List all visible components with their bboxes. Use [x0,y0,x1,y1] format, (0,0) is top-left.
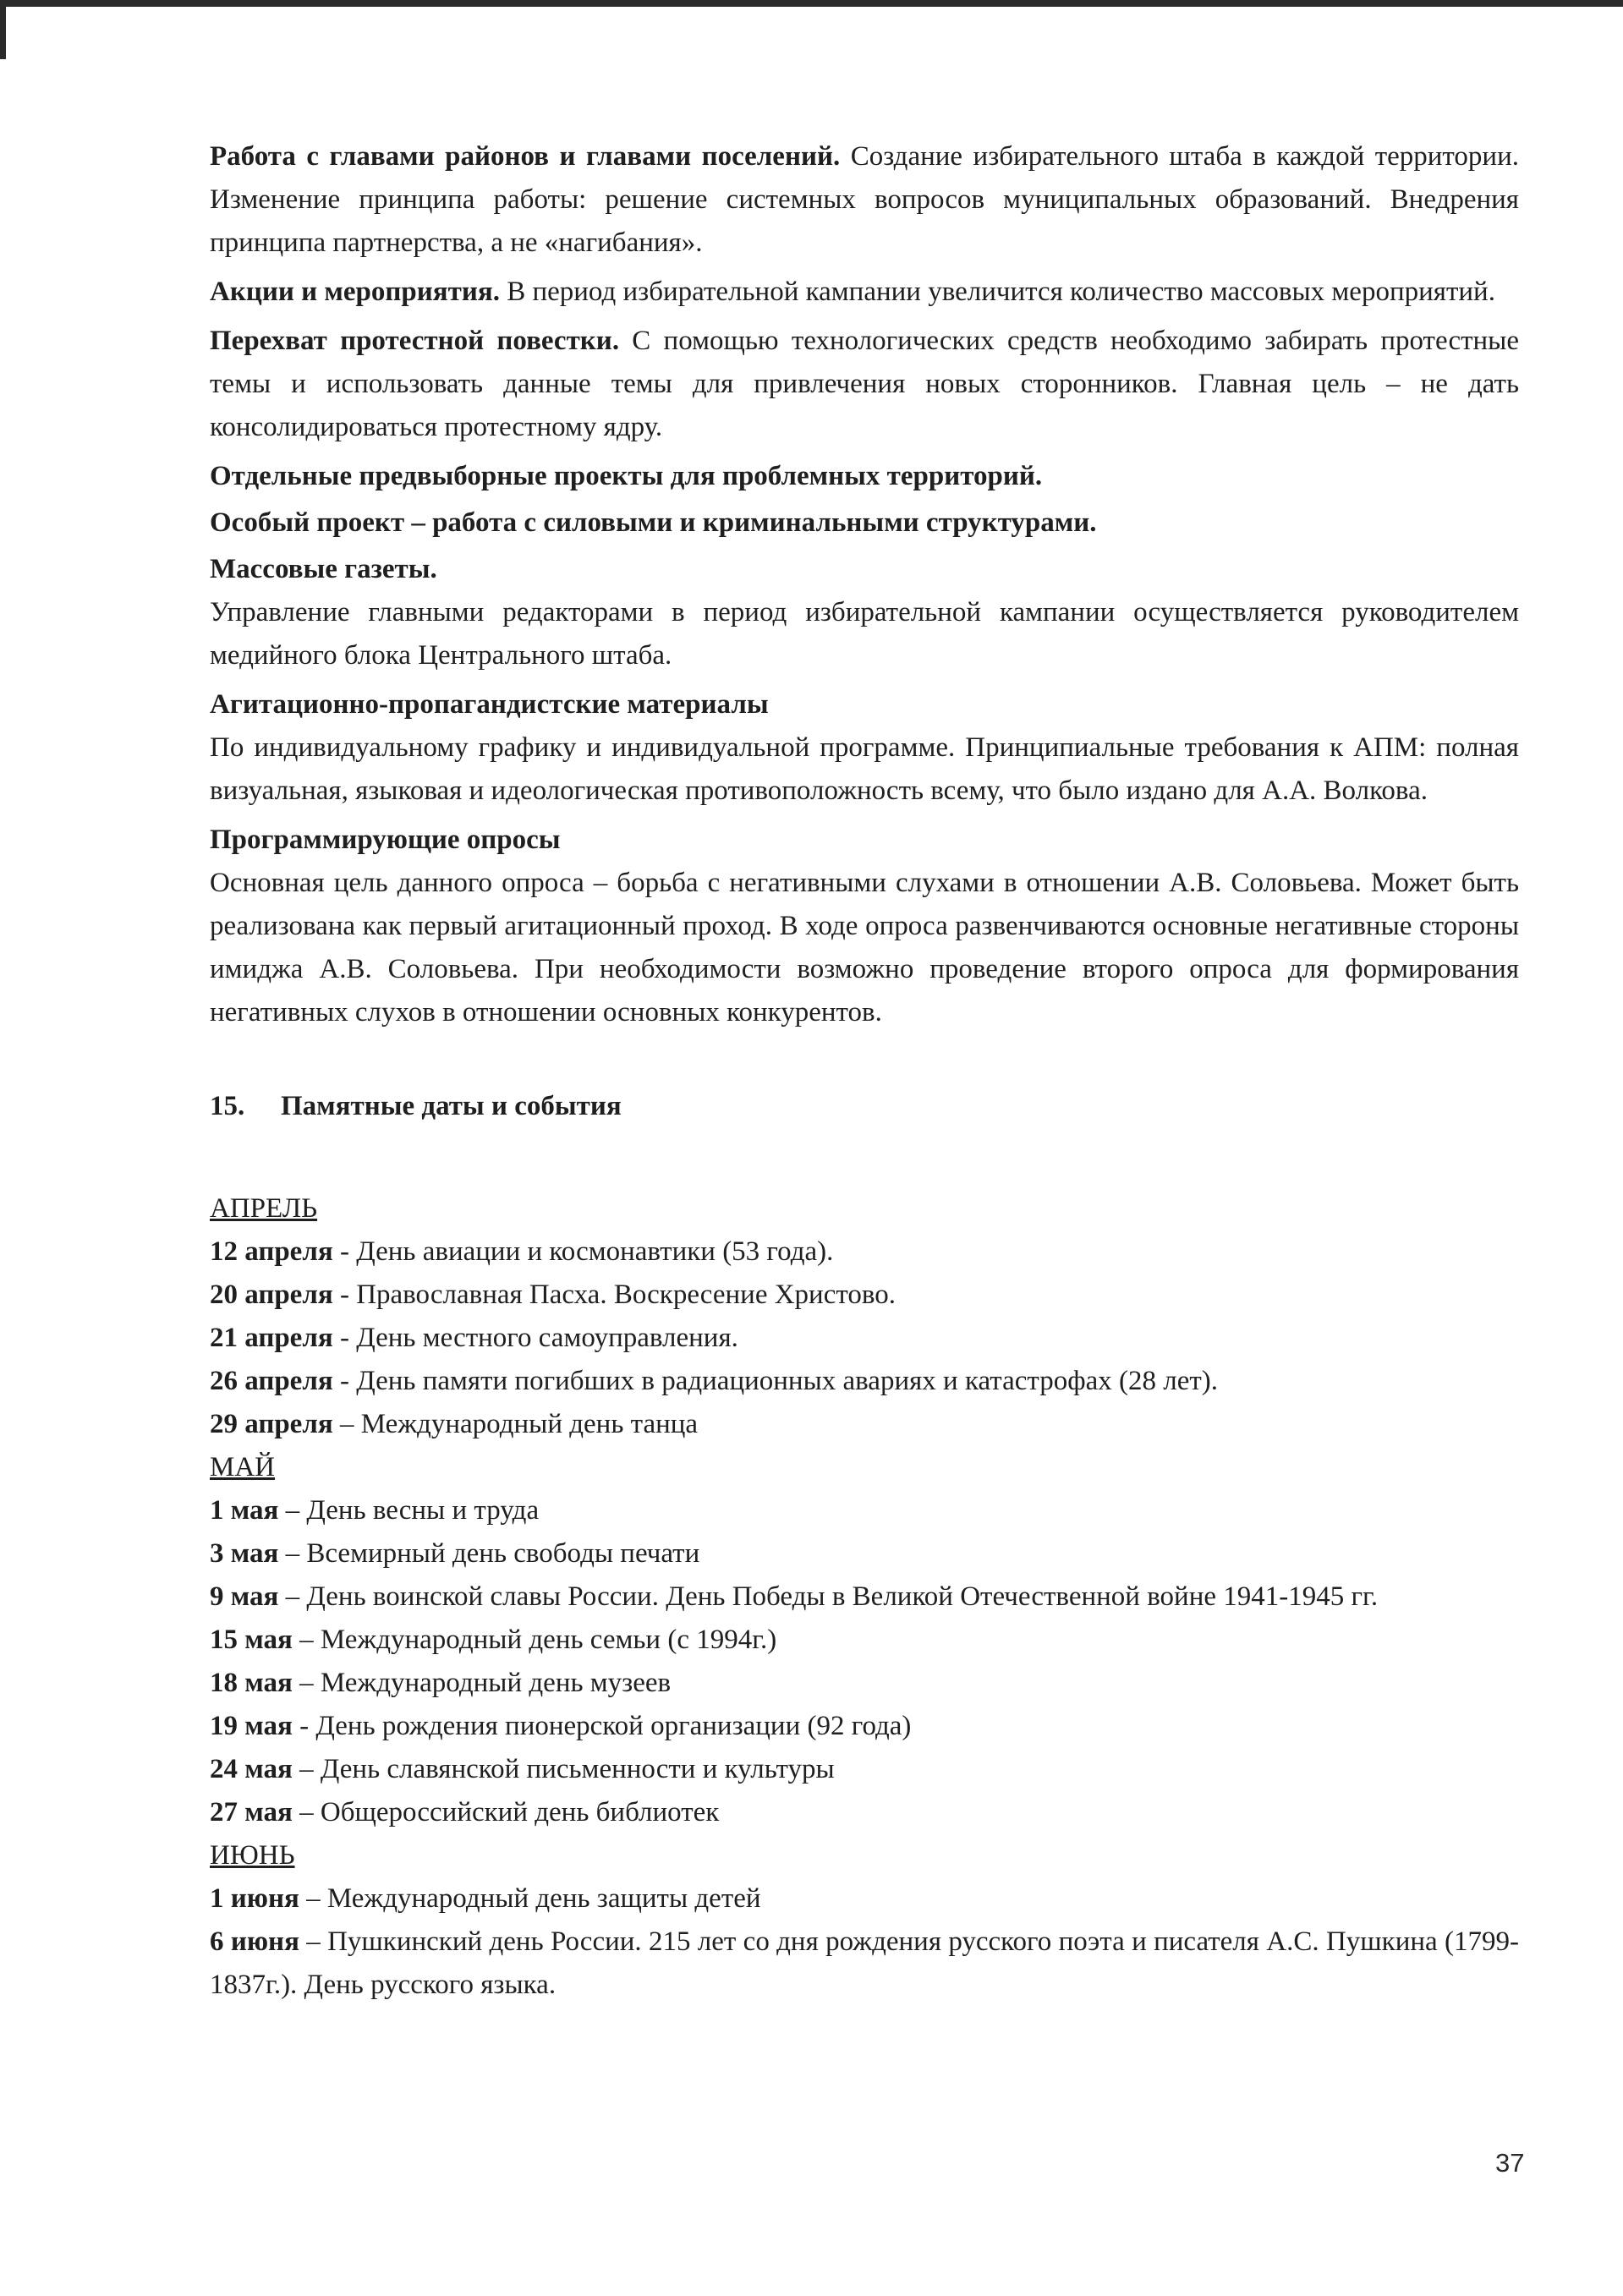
event-date: 15 мая [210,1625,293,1655]
event-date: 12 апреля [210,1236,333,1267]
event-text: - День рождения пионерской организации (92 года) [292,1711,912,1741]
page-number: 37 [1495,2148,1525,2178]
event-text: – Пушкинский день России. 215 лет со дня рождения русского поэта и писателя А.С. Пушкина (1799-1837г.). День русского языка. [210,1926,1519,2000]
section-title: Памятные даты и события [281,1091,622,1121]
event-date: 20 апреля [210,1280,333,1310]
event-date: 21 апреля [210,1323,333,1353]
event-text: – Международный день музеев [292,1668,672,1698]
event-item [210,1317,1519,1360]
event-text: – День воинской славы России. День Победы в Великой Отечественной войне 1941-1945 гг. [278,1581,1379,1612]
event-text: - День местного самоуправления. [332,1323,738,1353]
editors-paragraph: Управление главными редакторами в период избирательной кампании осуществляется руководителем медийного блока Центрального штаба. [210,597,1519,671]
event-item [210,1877,1519,1921]
event-date: 27 мая [210,1797,293,1827]
event-item [210,1403,1519,1446]
paragraph-events [210,271,1519,314]
scan-border-left [0,0,6,59]
event-text: – Общероссийский день библиотек [292,1797,720,1827]
section-heading [210,1085,1519,1128]
polls-heading: Программирующие опросы [210,825,561,855]
apm-paragraph: По индивидуальному графику и индивидуальной программе. Принципиальные требования к АПМ: полная визуальная, языковая и идеологическая противоположность всему, что было издано для А.А. Волкова. [210,732,1519,806]
event-text: – День весны и труда [278,1495,540,1526]
event-item [210,1489,1519,1532]
month-may [210,1446,1519,1834]
event-date: 1 мая [210,1495,279,1526]
event-date: 24 мая [210,1754,293,1784]
month-april [210,1187,1519,1446]
paragraph-text: В период избирательной кампании увеличится количество массовых мероприятий. [499,277,1495,307]
event-item [210,1662,1519,1705]
page-body [210,135,1519,2007]
event-date: 29 апреля [210,1409,333,1439]
event-date: 3 мая [210,1538,279,1569]
month-heading: МАЙ [210,1452,276,1482]
paragraph-text: Создание избирательного штаба в каждой территории. Изменение принципа работы: решение системных вопросов муниципальных образований. Внедрения принципа партнерства, а не «нагибания». [210,141,1519,258]
month-june [210,1834,1519,2007]
event-item [210,1791,1519,1834]
event-text: - День памяти погибших в радиационных авариях и катастрофах (28 лет). [332,1366,1219,1396]
scan-border-top [0,0,1623,7]
event-item [210,1705,1519,1748]
bold-line-special-project: Особый проект – работа с силовыми и криминальными структурами. [210,507,1097,538]
event-text: – День славянской письменности и культуры [292,1754,835,1784]
event-item [210,1274,1519,1317]
event-item [210,1748,1519,1791]
paragraph-protest [210,320,1519,449]
paragraph-lead: Перехват протестной повестки. [210,326,620,356]
section-number: 15. [210,1091,245,1121]
paragraph-lead: Работа с главами районов и главами поселений. [210,141,841,172]
paragraph-heads [210,135,1519,265]
month-heading: АПРЕЛЬ [210,1193,318,1224]
event-date: 9 мая [210,1581,279,1612]
event-date: 6 июня [210,1926,299,1957]
event-item [210,1532,1519,1575]
event-item [210,1360,1519,1403]
event-item [210,1619,1519,1662]
event-text: – Международный день защиты детей [299,1883,761,1914]
event-date: 1 июня [210,1883,299,1914]
bold-line-newspapers: Массовые газеты. [210,554,437,584]
event-item [210,1230,1519,1274]
event-date: 19 мая [210,1711,293,1741]
event-item [210,1921,1519,2007]
event-text: - День авиации и космонавтики (53 года). [332,1236,834,1267]
event-text: – Всемирный день свободы печати [278,1538,700,1569]
event-item [210,1575,1519,1619]
polls-paragraph: Основная цель данного опроса – борьба с негативными слухами в отношении А.В. Соловьева. Может быть реализована как первый агитационный проход. В ходе опроса развенчиваются основные негативные стороны имиджа А.В. Соловьева. При необходимости возможно проведение второго опроса для формирования негативных слухов в отношении основных конкурентов. [210,868,1519,1027]
event-text: – Международный день танца [332,1409,699,1439]
event-text: - Православная Пасха. Воскресение Христово. [332,1280,896,1310]
event-date: 18 мая [210,1668,293,1698]
paragraph-lead: Акции и мероприятия. [210,277,500,307]
apm-heading: Агитационно-пропагандистские материалы [210,689,769,720]
event-text: – Международный день семьи (с 1994г.) [292,1625,777,1655]
event-date: 26 апреля [210,1366,333,1396]
paragraph-text: С помощью технологических средств необходимо забирать протестные темы и использовать данные темы для привлечения новых сторонников. Главная цель – не дать консолидироваться протестному ядру. [210,326,1519,442]
month-heading: ИЮНЬ [210,1840,295,1871]
bold-line-projects: Отдельные предвыборные проекты для проблемных территорий. [210,461,1043,491]
